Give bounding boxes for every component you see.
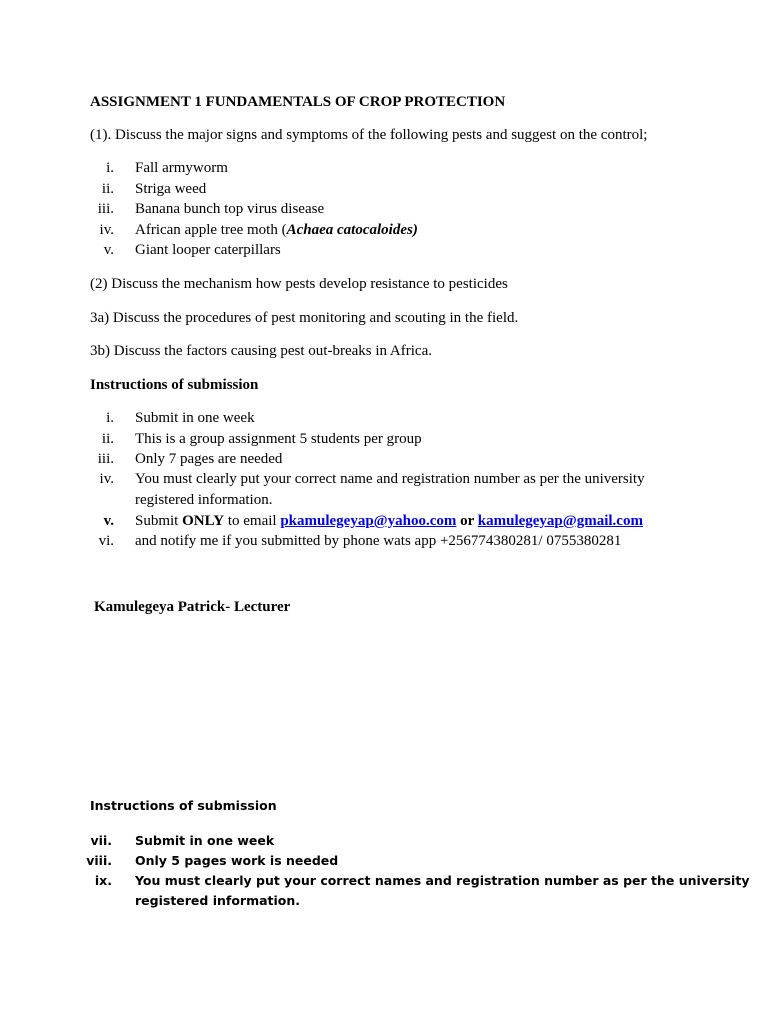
- list-number: ii.: [101, 431, 114, 447]
- list-item: [135, 513, 643, 530]
- list-number: vi.: [98, 533, 114, 549]
- list-item: This is a group assignment 5 students per group: [135, 431, 422, 447]
- or-text: or: [456, 513, 478, 529]
- list-item: and notify me if you submitted by phone wats app +256774380281/ 0755380281: [135, 533, 622, 549]
- list-item: Submit in one week: [135, 833, 275, 848]
- list-item: Striga weed: [135, 181, 207, 197]
- list-number: iv.: [99, 222, 114, 238]
- question-1-intro: (1). Discuss the major signs and symptoms of the following pests and suggest on the control;: [90, 127, 648, 143]
- list-number: v.: [103, 513, 114, 529]
- list-item-text: African apple tree moth (: [135, 222, 287, 238]
- list-number: i.: [106, 160, 114, 176]
- question-3b: 3b) Discuss the factors causing pest out-breaks in Africa.: [90, 343, 432, 359]
- list-item: You must clearly put your correct names and registration number as per the university: [135, 873, 750, 888]
- email-link-yahoo[interactable]: pkamulegeyap@yahoo.com: [280, 513, 457, 529]
- question-2: (2) Discuss the mechanism how pests develop resistance to pesticides: [90, 276, 508, 292]
- list-number: viii.: [86, 853, 112, 868]
- list-item-continuation: registered information.: [135, 893, 301, 908]
- list-number: iii.: [97, 451, 114, 467]
- email-link-gmail[interactable]: kamulegeyap@gmail.com: [477, 513, 643, 529]
- emphasis-only: ONLY: [182, 513, 225, 529]
- scientific-name: Achaea catocaloides): [286, 222, 418, 238]
- list-item-text: to email: [224, 513, 281, 529]
- list-item: [135, 222, 418, 239]
- instructions-heading: Instructions of submission: [90, 377, 259, 393]
- lecturer-signature: Kamulegeya Patrick- Lecturer: [94, 599, 291, 615]
- instructions-heading-2: Instructions of submission: [90, 798, 277, 813]
- document-title: ASSIGNMENT 1 FUNDAMENTALS OF CROP PROTECTION: [90, 94, 506, 110]
- list-number: iv.: [99, 471, 114, 487]
- list-item: You must clearly put your correct name and registration number as per the university: [135, 471, 645, 487]
- list-item-text: Submit: [135, 513, 183, 529]
- list-item: Submit in one week: [135, 410, 255, 426]
- list-number: iii.: [97, 201, 114, 217]
- list-item: Only 7 pages are needed: [135, 451, 283, 467]
- list-item: Giant looper caterpillars: [135, 242, 281, 258]
- list-number: i.: [106, 410, 114, 426]
- list-number: ix.: [94, 873, 112, 888]
- list-item: Fall armyworm: [135, 160, 228, 176]
- list-number: ii.: [101, 181, 114, 197]
- list-item: Banana bunch top virus disease: [135, 201, 325, 217]
- list-number: v.: [103, 242, 114, 258]
- question-3a: 3a) Discuss the procedures of pest monitoring and scouting in the field.: [90, 310, 519, 326]
- list-item-continuation: registered information.: [135, 492, 273, 508]
- list-number: vii.: [90, 833, 112, 848]
- list-item: Only 5 pages work is needed: [135, 853, 339, 868]
